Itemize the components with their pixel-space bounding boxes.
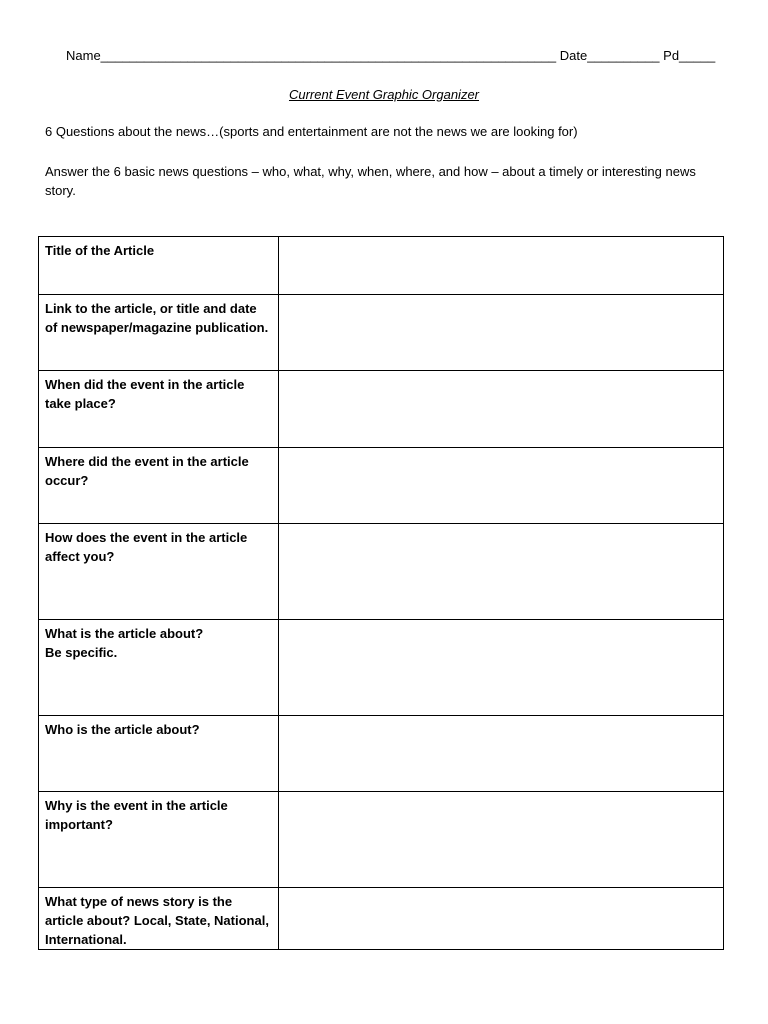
- prompt-when: When did the event in the article take place?: [39, 371, 279, 448]
- answer-title-of-article[interactable]: [279, 237, 724, 295]
- answer-how[interactable]: [279, 524, 724, 620]
- table-row: [39, 237, 724, 295]
- answer-where[interactable]: [279, 448, 724, 524]
- prompt-how: How does the event in the article affect you?: [39, 524, 279, 620]
- table-row: [39, 792, 724, 888]
- answer-who[interactable]: [279, 716, 724, 792]
- answer-link-to-article[interactable]: [279, 295, 724, 371]
- table-row: [39, 716, 724, 792]
- table-row: [39, 888, 724, 950]
- organizer-table: [38, 236, 724, 950]
- answer-when[interactable]: [279, 371, 724, 448]
- instructions-text: Answer the 6 basic news questions – who, what, why, when, where, and how – about a timely or interesting news story.: [45, 164, 696, 198]
- page-title: Current Event Graphic Organizer: [288, 87, 480, 102]
- intro-text: 6 Questions about the news…(sports and entertainment are not the news we are looking for): [45, 124, 578, 139]
- table-row: [39, 620, 724, 716]
- name-date-period-line: Name_______________________________________________________________ Date__________ Pd_____: [66, 48, 716, 63]
- answer-why[interactable]: [279, 792, 724, 888]
- table-row: [39, 448, 724, 524]
- prompt-where: Where did the event in the article occur?: [39, 448, 279, 524]
- table-row: [39, 524, 724, 620]
- answer-news-type[interactable]: [279, 888, 724, 950]
- prompt-why: Why is the event in the article important?: [39, 792, 279, 888]
- answer-what[interactable]: [279, 620, 724, 716]
- table-row: [39, 371, 724, 448]
- prompt-news-type: What type of news story is the article about? Local, State, National, International.: [39, 888, 279, 950]
- prompt-title-of-article: Title of the Article: [39, 237, 279, 295]
- prompt-link-to-article: Link to the article, or title and date of newspaper/magazine publication.: [39, 295, 279, 371]
- prompt-who: Who is the article about?: [39, 716, 279, 792]
- table-row: [39, 295, 724, 371]
- prompt-what: What is the article about? Be specific.: [39, 620, 279, 716]
